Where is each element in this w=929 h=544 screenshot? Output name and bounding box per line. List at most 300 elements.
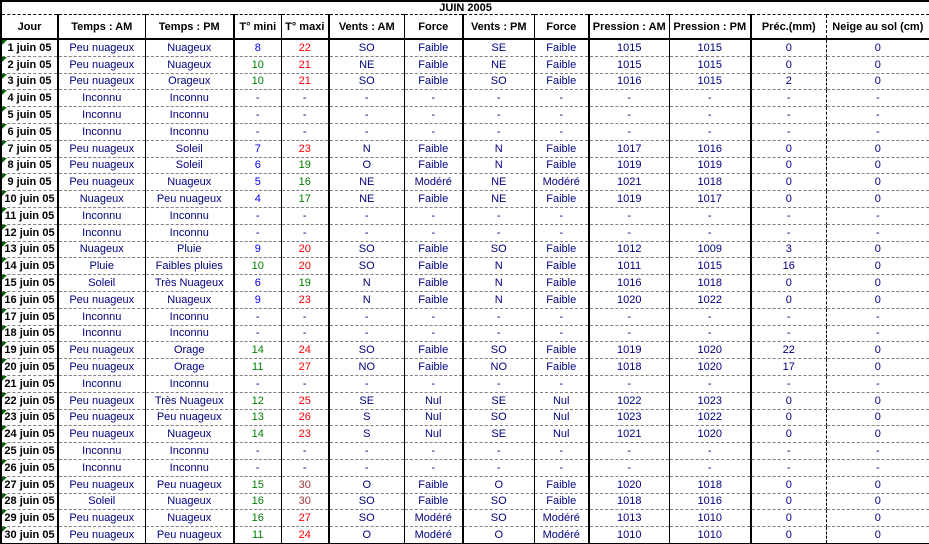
neige-cell[interactable]: 0 xyxy=(826,157,929,174)
prec-cell[interactable]: - xyxy=(751,107,826,124)
prec-cell[interactable]: - xyxy=(751,224,826,241)
day-cell[interactable] xyxy=(1,90,58,107)
temps-am-cell[interactable]: Inconnu xyxy=(58,443,145,460)
tmin-cell[interactable]: - xyxy=(234,107,281,124)
vents-am-cell[interactable]: - xyxy=(329,443,404,460)
neige-cell[interactable]: 0 xyxy=(826,56,929,73)
temps-am-cell[interactable]: Peu nuageux xyxy=(58,39,145,56)
neige-cell[interactable]: 0 xyxy=(826,39,929,56)
vents-pm-cell[interactable]: - xyxy=(463,443,534,460)
force-am-cell[interactable]: Modéré xyxy=(404,174,463,191)
vents-pm-cell[interactable]: SE xyxy=(463,426,534,443)
vents-am-cell[interactable]: O xyxy=(329,476,404,493)
vents-am-cell[interactable]: - xyxy=(329,459,404,476)
vents-am-cell[interactable]: SO xyxy=(329,493,404,510)
temps-pm-cell[interactable]: Peu nuageux xyxy=(145,409,234,426)
temps-pm-cell[interactable]: Inconnu xyxy=(145,224,234,241)
force-pm-cell[interactable]: - xyxy=(534,207,589,224)
vents-pm-cell[interactable]: N xyxy=(463,258,534,275)
neige-cell[interactable]: 0 xyxy=(826,510,929,527)
neige-cell[interactable]: 0 xyxy=(826,275,929,292)
header-force-am[interactable]: Force xyxy=(404,15,463,40)
temps-am-cell[interactable]: Peu nuageux xyxy=(58,174,145,191)
neige-cell[interactable]: 0 xyxy=(826,359,929,376)
force-pm-cell[interactable]: Faible xyxy=(534,157,589,174)
vents-am-cell[interactable]: SO xyxy=(329,73,404,90)
day-cell[interactable] xyxy=(1,359,58,376)
temps-pm-cell[interactable]: Nuageux xyxy=(145,39,234,56)
vents-pm-cell[interactable]: - xyxy=(463,90,534,107)
day-cell[interactable] xyxy=(1,191,58,208)
neige-cell[interactable]: 0 xyxy=(826,258,929,275)
force-pm-cell[interactable]: - xyxy=(534,90,589,107)
pression-pm-cell[interactable]: 1019 xyxy=(669,157,751,174)
tmax-cell[interactable]: 26 xyxy=(281,409,329,426)
pression-am-cell[interactable]: - xyxy=(589,207,669,224)
temps-am-cell[interactable]: Peu nuageux xyxy=(58,510,145,527)
header-temps-pm[interactable]: Temps : PM xyxy=(145,15,234,40)
tmax-cell[interactable]: 24 xyxy=(281,527,329,544)
pression-pm-cell[interactable]: 1022 xyxy=(669,291,751,308)
pression-am-cell[interactable]: 1016 xyxy=(589,275,669,292)
neige-cell[interactable]: 0 xyxy=(826,493,929,510)
tmax-cell[interactable]: - xyxy=(281,308,329,325)
temps-pm-cell[interactable]: Nuageux xyxy=(145,493,234,510)
vents-pm-cell[interactable]: - xyxy=(463,325,534,342)
vents-pm-cell[interactable]: SO xyxy=(463,342,534,359)
pression-am-cell[interactable]: 1019 xyxy=(589,191,669,208)
tmax-cell[interactable]: - xyxy=(281,107,329,124)
day-cell[interactable] xyxy=(1,174,58,191)
tmin-cell[interactable]: 8 xyxy=(234,39,281,56)
vents-am-cell[interactable]: SO xyxy=(329,39,404,56)
day-cell[interactable] xyxy=(1,493,58,510)
temps-am-cell[interactable]: Peu nuageux xyxy=(58,527,145,544)
temps-pm-cell[interactable]: Soleil xyxy=(145,157,234,174)
neige-cell[interactable]: - xyxy=(826,375,929,392)
force-pm-cell[interactable]: - xyxy=(534,443,589,460)
temps-am-cell[interactable]: Peu nuageux xyxy=(58,392,145,409)
tmax-cell[interactable]: 21 xyxy=(281,56,329,73)
pression-pm-cell[interactable]: 1015 xyxy=(669,73,751,90)
temps-pm-cell[interactable]: Nuageux xyxy=(145,174,234,191)
temps-am-cell[interactable]: Inconnu xyxy=(58,90,145,107)
header-t-maxi[interactable]: T° maxi xyxy=(281,15,329,40)
tmin-cell[interactable]: - xyxy=(234,459,281,476)
pression-am-cell[interactable]: 1013 xyxy=(589,510,669,527)
tmax-cell[interactable]: - xyxy=(281,325,329,342)
prec-cell[interactable]: 0 xyxy=(751,493,826,510)
vents-am-cell[interactable]: S xyxy=(329,426,404,443)
tmin-cell[interactable]: - xyxy=(234,325,281,342)
pression-am-cell[interactable]: - xyxy=(589,443,669,460)
pression-am-cell[interactable]: - xyxy=(589,459,669,476)
force-am-cell[interactable]: Faible xyxy=(404,275,463,292)
temps-am-cell[interactable]: Soleil xyxy=(58,493,145,510)
prec-cell[interactable]: 0 xyxy=(751,291,826,308)
pression-am-cell[interactable]: 1012 xyxy=(589,241,669,258)
neige-cell[interactable]: - xyxy=(826,123,929,140)
tmax-cell[interactable]: - xyxy=(281,123,329,140)
tmin-cell[interactable]: 14 xyxy=(234,342,281,359)
vents-am-cell[interactable]: SO xyxy=(329,510,404,527)
tmin-cell[interactable]: 7 xyxy=(234,140,281,157)
temps-pm-cell[interactable]: Peu nuageux xyxy=(145,527,234,544)
tmin-cell[interactable]: 9 xyxy=(234,241,281,258)
vents-am-cell[interactable]: - xyxy=(329,325,404,342)
tmax-cell[interactable]: 22 xyxy=(281,39,329,56)
vents-pm-cell[interactable]: NE xyxy=(463,191,534,208)
temps-am-cell[interactable]: Inconnu xyxy=(58,107,145,124)
pression-am-cell[interactable]: 1015 xyxy=(589,39,669,56)
force-am-cell[interactable]: Faible xyxy=(404,258,463,275)
pression-am-cell[interactable]: 1021 xyxy=(589,426,669,443)
tmin-cell[interactable]: 9 xyxy=(234,291,281,308)
tmax-cell[interactable]: - xyxy=(281,224,329,241)
day-cell[interactable] xyxy=(1,308,58,325)
force-am-cell[interactable]: Modéré xyxy=(404,510,463,527)
pression-am-cell[interactable]: - xyxy=(589,224,669,241)
force-am-cell[interactable]: Faible xyxy=(404,191,463,208)
temps-am-cell[interactable]: Peu nuageux xyxy=(58,73,145,90)
temps-pm-cell[interactable]: Nuageux xyxy=(145,291,234,308)
vents-am-cell[interactable]: O xyxy=(329,157,404,174)
force-am-cell[interactable]: Faible xyxy=(404,140,463,157)
temps-pm-cell[interactable]: Orage xyxy=(145,359,234,376)
force-am-cell[interactable]: Modéré xyxy=(404,527,463,544)
pression-pm-cell[interactable]: 1010 xyxy=(669,527,751,544)
temps-am-cell[interactable]: Inconnu xyxy=(58,123,145,140)
tmax-cell[interactable]: - xyxy=(281,443,329,460)
vents-pm-cell[interactable]: N xyxy=(463,275,534,292)
force-pm-cell[interactable]: Faible xyxy=(534,56,589,73)
force-am-cell[interactable]: - xyxy=(404,90,463,107)
vents-pm-cell[interactable]: SO xyxy=(463,493,534,510)
pression-am-cell[interactable]: 1020 xyxy=(589,291,669,308)
day-cell[interactable] xyxy=(1,375,58,392)
day-cell[interactable] xyxy=(1,342,58,359)
vents-am-cell[interactable]: N xyxy=(329,291,404,308)
pression-pm-cell[interactable]: 1016 xyxy=(669,140,751,157)
force-am-cell[interactable]: - xyxy=(404,325,463,342)
day-cell[interactable] xyxy=(1,291,58,308)
force-am-cell[interactable]: Faible xyxy=(404,157,463,174)
temps-am-cell[interactable]: Inconnu xyxy=(58,224,145,241)
prec-cell[interactable]: - xyxy=(751,123,826,140)
tmax-cell[interactable]: 19 xyxy=(281,275,329,292)
prec-cell[interactable]: 16 xyxy=(751,258,826,275)
neige-cell[interactable]: - xyxy=(826,90,929,107)
tmax-cell[interactable]: 19 xyxy=(281,157,329,174)
tmax-cell[interactable]: 24 xyxy=(281,342,329,359)
day-cell[interactable] xyxy=(1,241,58,258)
pression-pm-cell[interactable]: 1010 xyxy=(669,510,751,527)
vents-pm-cell[interactable]: - xyxy=(463,107,534,124)
vents-pm-cell[interactable]: NO xyxy=(463,359,534,376)
tmin-cell[interactable]: 10 xyxy=(234,73,281,90)
force-pm-cell[interactable]: - xyxy=(534,224,589,241)
tmax-cell[interactable]: 20 xyxy=(281,241,329,258)
tmax-cell[interactable]: 23 xyxy=(281,291,329,308)
force-pm-cell[interactable]: - xyxy=(534,325,589,342)
tmin-cell[interactable]: 12 xyxy=(234,392,281,409)
temps-am-cell[interactable]: Nuageux xyxy=(58,191,145,208)
force-am-cell[interactable]: Faible xyxy=(404,359,463,376)
pression-pm-cell[interactable]: - xyxy=(669,459,751,476)
pression-pm-cell[interactable]: 1017 xyxy=(669,191,751,208)
temps-am-cell[interactable]: Inconnu xyxy=(58,375,145,392)
tmin-cell[interactable]: 4 xyxy=(234,191,281,208)
temps-am-cell[interactable]: Peu nuageux xyxy=(58,426,145,443)
header-pression-am[interactable]: Pression : AM xyxy=(589,15,669,40)
pression-am-cell[interactable]: 1022 xyxy=(589,392,669,409)
prec-cell[interactable]: 0 xyxy=(751,476,826,493)
tmin-cell[interactable]: 11 xyxy=(234,359,281,376)
neige-cell[interactable]: 0 xyxy=(826,191,929,208)
header-prec[interactable]: Préc.(mm) xyxy=(751,15,826,40)
tmin-cell[interactable]: - xyxy=(234,375,281,392)
temps-am-cell[interactable]: Inconnu xyxy=(58,459,145,476)
temps-pm-cell[interactable]: Inconnu xyxy=(145,375,234,392)
tmin-cell[interactable]: 16 xyxy=(234,493,281,510)
temps-am-cell[interactable]: Peu nuageux xyxy=(58,342,145,359)
vents-am-cell[interactable]: NO xyxy=(329,359,404,376)
prec-cell[interactable]: 0 xyxy=(751,140,826,157)
temps-pm-cell[interactable]: Inconnu xyxy=(145,107,234,124)
vents-am-cell[interactable]: - xyxy=(329,375,404,392)
tmax-cell[interactable]: 27 xyxy=(281,359,329,376)
tmax-cell[interactable]: 17 xyxy=(281,191,329,208)
pression-pm-cell[interactable]: - xyxy=(669,224,751,241)
tmin-cell[interactable]: 10 xyxy=(234,56,281,73)
temps-pm-cell[interactable]: Inconnu xyxy=(145,443,234,460)
temps-am-cell[interactable]: Peu nuageux xyxy=(58,476,145,493)
tmin-cell[interactable]: - xyxy=(234,123,281,140)
temps-am-cell[interactable]: Peu nuageux xyxy=(58,409,145,426)
neige-cell[interactable]: 0 xyxy=(826,476,929,493)
neige-cell[interactable]: - xyxy=(826,207,929,224)
tmin-cell[interactable]: - xyxy=(234,207,281,224)
force-am-cell[interactable]: Nul xyxy=(404,409,463,426)
force-pm-cell[interactable]: Nul xyxy=(534,426,589,443)
neige-cell[interactable]: - xyxy=(826,107,929,124)
pression-pm-cell[interactable]: 1018 xyxy=(669,275,751,292)
tmax-cell[interactable]: 23 xyxy=(281,426,329,443)
force-am-cell[interactable]: - xyxy=(404,207,463,224)
prec-cell[interactable]: - xyxy=(751,459,826,476)
pression-pm-cell[interactable]: 1023 xyxy=(669,392,751,409)
neige-cell[interactable]: - xyxy=(826,443,929,460)
force-am-cell[interactable]: Faible xyxy=(404,39,463,56)
tmin-cell[interactable]: 6 xyxy=(234,275,281,292)
force-pm-cell[interactable]: Faible xyxy=(534,342,589,359)
pression-am-cell[interactable]: - xyxy=(589,375,669,392)
neige-cell[interactable]: 0 xyxy=(826,241,929,258)
temps-pm-cell[interactable]: Nuageux xyxy=(145,510,234,527)
pression-pm-cell[interactable]: 1022 xyxy=(669,409,751,426)
pression-pm-cell[interactable]: - xyxy=(669,375,751,392)
header-vents-am[interactable]: Vents : AM xyxy=(329,15,404,40)
temps-am-cell[interactable]: Peu nuageux xyxy=(58,157,145,174)
neige-cell[interactable]: 0 xyxy=(826,409,929,426)
tmax-cell[interactable]: 25 xyxy=(281,392,329,409)
pression-am-cell[interactable]: 1018 xyxy=(589,493,669,510)
pression-am-cell[interactable]: 1010 xyxy=(589,527,669,544)
temps-am-cell[interactable]: Peu nuageux xyxy=(58,56,145,73)
force-pm-cell[interactable]: Faible xyxy=(534,241,589,258)
vents-am-cell[interactable]: SE xyxy=(329,392,404,409)
day-cell[interactable] xyxy=(1,443,58,460)
header-jour[interactable]: Jour xyxy=(1,15,58,40)
temps-pm-cell[interactable]: Inconnu xyxy=(145,325,234,342)
tmin-cell[interactable]: 5 xyxy=(234,174,281,191)
force-pm-cell[interactable]: Modéré xyxy=(534,174,589,191)
pression-am-cell[interactable]: 1011 xyxy=(589,258,669,275)
pression-am-cell[interactable]: 1016 xyxy=(589,73,669,90)
vents-pm-cell[interactable]: SE xyxy=(463,392,534,409)
tmax-cell[interactable]: 30 xyxy=(281,476,329,493)
force-am-cell[interactable]: Nul xyxy=(404,392,463,409)
prec-cell[interactable]: 0 xyxy=(751,510,826,527)
vents-pm-cell[interactable]: NE xyxy=(463,174,534,191)
force-pm-cell[interactable]: Nul xyxy=(534,409,589,426)
tmax-cell[interactable]: 21 xyxy=(281,73,329,90)
neige-cell[interactable]: 0 xyxy=(826,73,929,90)
temps-pm-cell[interactable]: Nuageux xyxy=(145,426,234,443)
force-am-cell[interactable]: Faible xyxy=(404,56,463,73)
vents-pm-cell[interactable]: SE xyxy=(463,39,534,56)
pression-am-cell[interactable]: - xyxy=(589,107,669,124)
force-pm-cell[interactable]: Faible xyxy=(534,140,589,157)
prec-cell[interactable]: 0 xyxy=(751,39,826,56)
tmin-cell[interactable]: 14 xyxy=(234,426,281,443)
tmin-cell[interactable]: 16 xyxy=(234,510,281,527)
header-temps-am[interactable]: Temps : AM xyxy=(58,15,145,40)
vents-am-cell[interactable]: - xyxy=(329,224,404,241)
tmin-cell[interactable]: 15 xyxy=(234,476,281,493)
temps-am-cell[interactable]: Inconnu xyxy=(58,325,145,342)
vents-pm-cell[interactable]: SO xyxy=(463,241,534,258)
temps-pm-cell[interactable]: Pluie xyxy=(145,241,234,258)
prec-cell[interactable]: - xyxy=(751,443,826,460)
pression-am-cell[interactable]: 1015 xyxy=(589,56,669,73)
neige-cell[interactable]: - xyxy=(826,224,929,241)
tmin-cell[interactable]: - xyxy=(234,443,281,460)
tmax-cell[interactable]: 20 xyxy=(281,258,329,275)
day-cell[interactable] xyxy=(1,392,58,409)
temps-am-cell[interactable]: Inconnu xyxy=(58,207,145,224)
pression-pm-cell[interactable]: 1018 xyxy=(669,476,751,493)
pression-am-cell[interactable]: 1019 xyxy=(589,157,669,174)
temps-am-cell[interactable]: Peu nuageux xyxy=(58,359,145,376)
prec-cell[interactable]: 0 xyxy=(751,409,826,426)
vents-am-cell[interactable]: N xyxy=(329,275,404,292)
prec-cell[interactable]: - xyxy=(751,308,826,325)
temps-pm-cell[interactable]: Inconnu xyxy=(145,459,234,476)
pression-am-cell[interactable]: 1018 xyxy=(589,359,669,376)
temps-pm-cell[interactable]: Orage xyxy=(145,342,234,359)
day-cell[interactable] xyxy=(1,409,58,426)
force-pm-cell[interactable]: Faible xyxy=(534,275,589,292)
temps-am-cell[interactable]: Peu nuageux xyxy=(58,140,145,157)
vents-am-cell[interactable]: N xyxy=(329,140,404,157)
force-pm-cell[interactable]: - xyxy=(534,375,589,392)
pression-am-cell[interactable]: - xyxy=(589,123,669,140)
tmin-cell[interactable]: 13 xyxy=(234,409,281,426)
temps-am-cell[interactable]: Soleil xyxy=(58,275,145,292)
vents-am-cell[interactable]: - xyxy=(329,207,404,224)
neige-cell[interactable]: - xyxy=(826,308,929,325)
tmax-cell[interactable]: - xyxy=(281,459,329,476)
pression-pm-cell[interactable]: - xyxy=(669,443,751,460)
force-am-cell[interactable]: Faible xyxy=(404,73,463,90)
day-cell[interactable] xyxy=(1,476,58,493)
day-cell[interactable] xyxy=(1,207,58,224)
pression-am-cell[interactable]: 1021 xyxy=(589,174,669,191)
neige-cell[interactable]: 0 xyxy=(826,291,929,308)
force-am-cell[interactable]: - xyxy=(404,308,463,325)
force-am-cell[interactable]: Faible xyxy=(404,291,463,308)
temps-pm-cell[interactable]: Inconnu xyxy=(145,123,234,140)
prec-cell[interactable]: 0 xyxy=(751,174,826,191)
vents-pm-cell[interactable]: N xyxy=(463,157,534,174)
prec-cell[interactable]: 22 xyxy=(751,342,826,359)
force-am-cell[interactable]: - xyxy=(404,107,463,124)
neige-cell[interactable]: 0 xyxy=(826,342,929,359)
vents-pm-cell[interactable]: - xyxy=(463,224,534,241)
vents-pm-cell[interactable]: O xyxy=(463,527,534,544)
header-pression-pm[interactable]: Pression : PM xyxy=(669,15,751,40)
force-am-cell[interactable]: Faible xyxy=(404,241,463,258)
tmin-cell[interactable]: - xyxy=(234,90,281,107)
pression-pm-cell[interactable]: 1020 xyxy=(669,342,751,359)
vents-pm-cell[interactable]: N xyxy=(463,291,534,308)
neige-cell[interactable]: 0 xyxy=(874,529,881,541)
day-cell[interactable] xyxy=(1,510,58,527)
force-pm-cell[interactable]: Nul xyxy=(534,392,589,409)
pression-pm-cell[interactable]: - xyxy=(669,325,751,342)
day-cell[interactable] xyxy=(1,224,58,241)
prec-cell[interactable]: - xyxy=(751,90,826,107)
prec-cell[interactable]: 17 xyxy=(751,359,826,376)
neige-cell[interactable]: 0 xyxy=(826,392,929,409)
prec-cell[interactable]: 0 xyxy=(751,56,826,73)
day-cell[interactable] xyxy=(1,527,58,544)
pression-pm-cell[interactable]: 1009 xyxy=(669,241,751,258)
tmin-cell[interactable]: 6 xyxy=(234,157,281,174)
force-pm-cell[interactable]: Faible xyxy=(534,359,589,376)
neige-cell[interactable]: 0 xyxy=(826,426,929,443)
vents-am-cell[interactable]: SO xyxy=(329,258,404,275)
pression-pm-cell[interactable]: 1020 xyxy=(669,359,751,376)
vents-pm-cell[interactable]: NE xyxy=(463,56,534,73)
header-vents-pm[interactable]: Vents : PM xyxy=(463,15,534,40)
day-cell[interactable] xyxy=(1,107,58,124)
neige-cell[interactable]: - xyxy=(826,325,929,342)
vents-pm-cell[interactable]: - xyxy=(463,123,534,140)
pression-am-cell[interactable]: - xyxy=(589,308,669,325)
pression-pm-cell[interactable]: - xyxy=(669,308,751,325)
header-t-mini[interactable]: T° mini xyxy=(234,15,281,40)
tmax-cell[interactable]: 16 xyxy=(281,174,329,191)
prec-cell[interactable]: 2 xyxy=(751,73,826,90)
tmax-cell[interactable]: - xyxy=(281,207,329,224)
vents-am-cell[interactable]: - xyxy=(329,123,404,140)
prec-cell[interactable]: 0 xyxy=(751,392,826,409)
prec-cell[interactable]: 0 xyxy=(751,157,826,174)
pression-pm-cell[interactable]: 1015 xyxy=(669,56,751,73)
force-am-cell[interactable]: - xyxy=(404,443,463,460)
